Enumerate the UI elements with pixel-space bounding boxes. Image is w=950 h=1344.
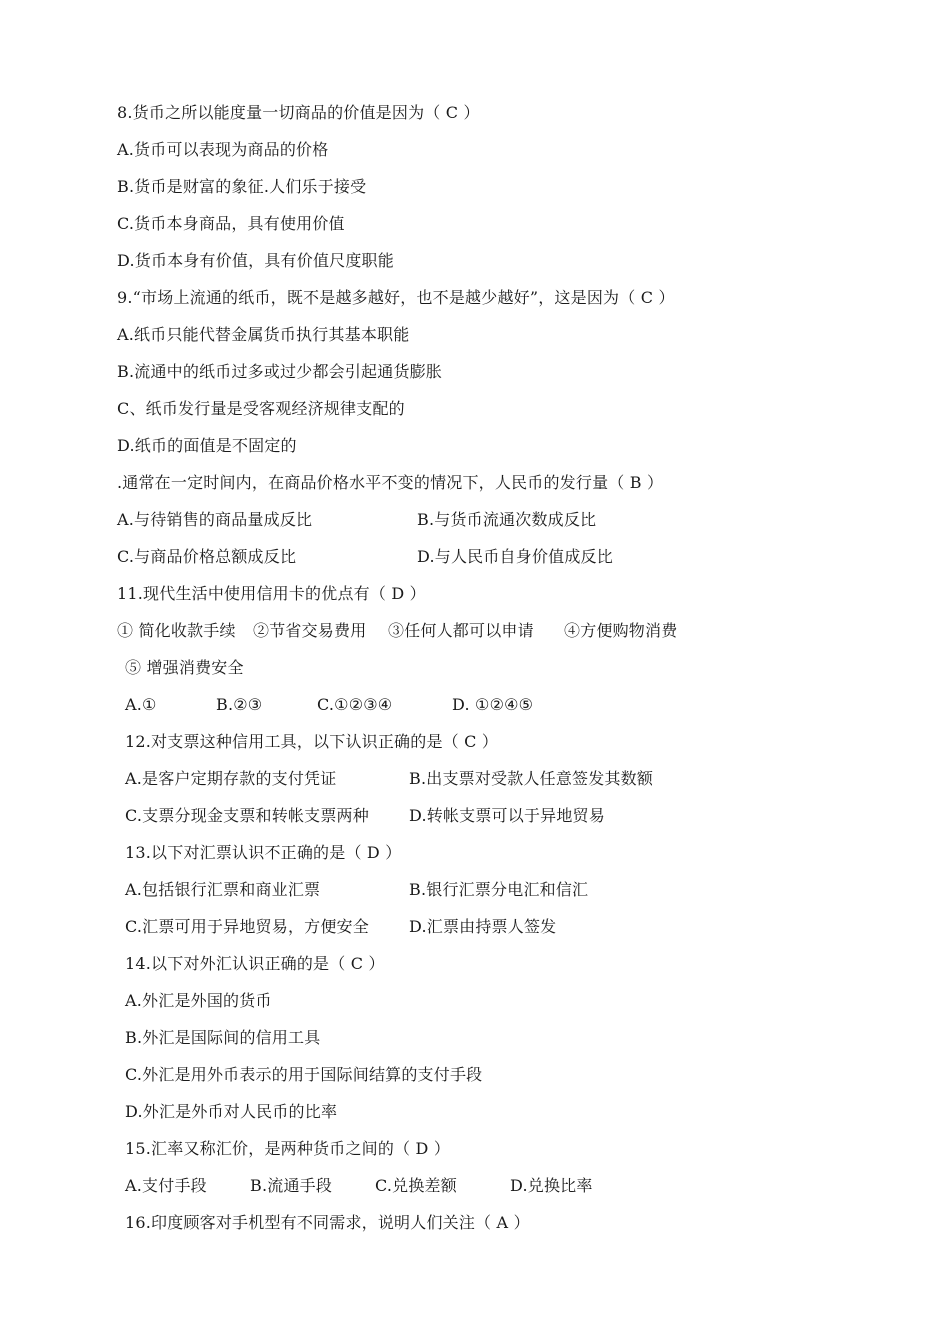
question-10: .通常在一定时间内，在商品价格水平不变的情况下，人民币的发行量（ B ） <box>117 473 664 492</box>
question-12-option-b: B.出支票对受款人任意签发其数额 <box>409 769 654 788</box>
question-15-option-d: D.兑换比率 <box>510 1176 593 1195</box>
question-10-option-d: D.与人民币自身价值成反比 <box>417 547 613 566</box>
question-9-option-c: C、纸币发行量是受客观经济规律支配的 <box>117 399 405 418</box>
question-11-statement-2: ②节省交易费用 <box>253 621 367 640</box>
question-12: 12.对支票这种信用工具，以下认识正确的是（ C ） <box>125 732 499 751</box>
question-9-option-d: D.纸币的面值是不固定的 <box>117 436 297 455</box>
question-15-option-a: A.支付手段 <box>125 1176 207 1195</box>
question-8: 8.货币之所以能度量一切商品的价值是因为（ C ） <box>117 103 480 122</box>
question-8-option-c: C.货币本身商品，具有使用价值 <box>117 214 345 233</box>
question-12-option-a: A.是客户定期存款的支付凭证 <box>125 769 337 788</box>
question-10-option-c: C.与商品价格总额成反比 <box>117 547 297 566</box>
question-11-option-d: D. ①②④⑤ <box>452 695 534 714</box>
question-12-option-c: C.支票分现金支票和转帐支票两种 <box>125 806 369 825</box>
question-14: 14.以下对外汇认识正确的是（ C ） <box>125 954 385 973</box>
question-11: 11.现代生活中使用信用卡的优点有（ D ） <box>117 584 426 603</box>
question-14-option-d: D.外汇是外币对人民币的比率 <box>125 1102 338 1121</box>
question-13-option-a: A.包括银行汇票和商业汇票 <box>125 880 321 899</box>
question-11-option-c: C.①②③④ <box>317 695 393 714</box>
question-9-option-a: A.纸币只能代替金属货币执行其基本职能 <box>117 325 410 344</box>
question-13-option-b: B.银行汇票分电汇和信汇 <box>409 880 589 899</box>
question-11-option-a: A.① <box>125 695 157 714</box>
question-8-option-d: D.货币本身有价值，具有价值尺度职能 <box>117 251 394 270</box>
question-14-option-a: A.外汇是外国的货币 <box>125 991 272 1010</box>
question-8-option-b: B.货币是财富的象征.人们乐于接受 <box>117 177 367 196</box>
question-14-option-b: B.外汇是国际间的信用工具 <box>125 1028 321 1047</box>
question-12-option-d: D.转帐支票可以于异地贸易 <box>409 806 605 825</box>
question-8-option-a: A.货币可以表现为商品的价格 <box>117 140 329 159</box>
question-13: 13.以下对汇票认识不正确的是（ D ） <box>125 843 402 862</box>
question-9: 9.“市场上流通的纸币，既不是越多越好，也不是越少越好”，这是因为（ C ） <box>117 288 675 307</box>
question-11-option-b: B.②③ <box>216 695 263 714</box>
question-16: 16.印度顾客对手机型有不同需求，说明人们关注（ A ） <box>125 1213 530 1232</box>
question-11-statement-1: ① 简化收款手续 <box>117 621 236 640</box>
question-10-option-a: A.与待销售的商品量成反比 <box>117 510 313 529</box>
question-11-statement-5: ⑤ 增强消费安全 <box>125 658 244 677</box>
question-15-option-b: B.流通手段 <box>250 1176 333 1195</box>
question-13-option-d: D.汇票由持票人签发 <box>409 917 557 936</box>
question-10-option-b: B.与货币流通次数成反比 <box>417 510 597 529</box>
question-14-option-c: C.外汇是用外币表示的用于国际间结算的支付手段 <box>125 1065 483 1084</box>
question-13-option-c: C.汇票可用于异地贸易，方便安全 <box>125 917 369 936</box>
question-15-option-c: C.兑换差额 <box>375 1176 457 1195</box>
question-9-option-b: B.流通中的纸币过多或过少都会引起通货膨胀 <box>117 362 443 381</box>
question-11-statement-4: ④方便购物消费 <box>564 621 678 640</box>
question-11-statement-3: ③任何人都可以申请 <box>388 621 534 640</box>
question-15: 15.汇率又称汇价，是两种货币之间的（ D ） <box>125 1139 451 1158</box>
